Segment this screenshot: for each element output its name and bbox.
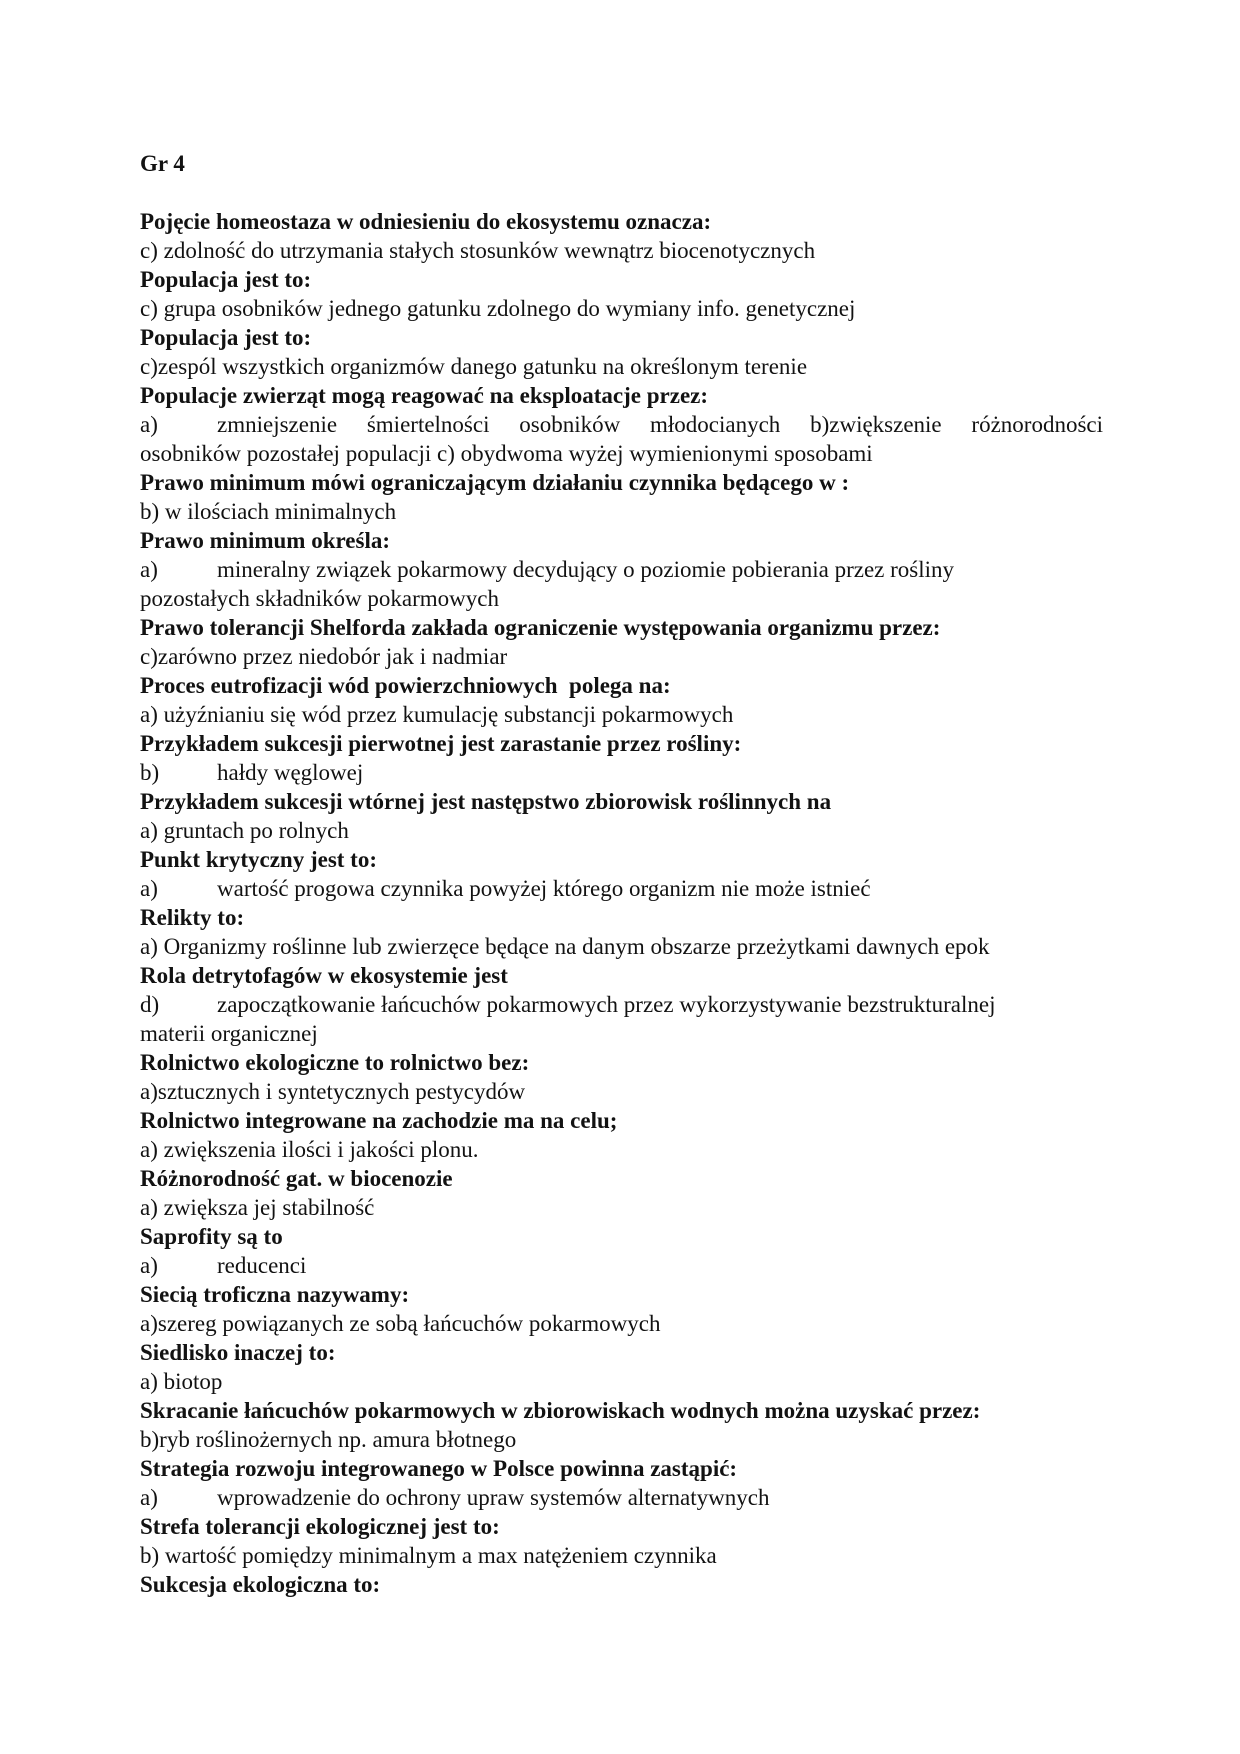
question-line: Prawo minimum określa: bbox=[140, 528, 391, 553]
answer-text: reducenci bbox=[217, 1253, 307, 1278]
answer-block bbox=[140, 758, 1103, 787]
answer-block bbox=[140, 352, 1103, 381]
question-block bbox=[140, 903, 1103, 932]
answer-letter: a) bbox=[140, 557, 158, 582]
question-line: Różnorodność gat. w biocenozie bbox=[140, 1166, 453, 1191]
answer-line bbox=[140, 990, 1103, 1019]
answer-line: a) biotop bbox=[140, 1369, 223, 1394]
question-list bbox=[140, 207, 1103, 1599]
answer-block bbox=[140, 497, 1103, 526]
answer-block bbox=[140, 642, 1103, 671]
question-block bbox=[140, 729, 1103, 758]
answer-block bbox=[140, 700, 1103, 729]
question-line: Saprofity są to bbox=[140, 1224, 283, 1249]
answer-line bbox=[140, 1251, 1103, 1280]
answer-block bbox=[140, 1541, 1103, 1570]
answer-letter: d) bbox=[140, 992, 160, 1017]
answer-line: a) Organizmy roślinne lub zwierzęce będące na danym obszarze przeżytkami dawnych epok bbox=[140, 934, 990, 959]
answer-block bbox=[140, 1309, 1103, 1338]
question-line: Pojęcie homeostaza w odniesieniu do ekosystemu oznacza: bbox=[140, 209, 712, 234]
answer-block bbox=[140, 874, 1103, 903]
answer-line: a)sztucznych i syntetycznych pestycydów bbox=[140, 1079, 526, 1104]
answer-text: zapoczątkowanie łańcuchów pokarmowych przez wykorzystywanie bezstrukturalnej bbox=[217, 992, 996, 1017]
answer-block bbox=[140, 555, 1103, 613]
question-block bbox=[140, 787, 1103, 816]
answer-line: pozostałych składników pokarmowych bbox=[140, 586, 499, 611]
question-block bbox=[140, 1280, 1103, 1309]
answer-letter: b) bbox=[140, 760, 160, 785]
answer-line: a) gruntach po rolnych bbox=[140, 818, 349, 843]
page-title: Gr 4 bbox=[140, 151, 185, 176]
question-block bbox=[140, 381, 1103, 410]
answer-block bbox=[140, 1367, 1103, 1396]
answer-block bbox=[140, 1077, 1103, 1106]
question-line: Proces eutrofizacji wód powierzchniowych polega na: bbox=[140, 673, 671, 698]
answer-line: a) zwiększa jej stabilność bbox=[140, 1195, 375, 1220]
question-block bbox=[140, 1570, 1103, 1599]
answer-block bbox=[140, 1483, 1103, 1512]
answer-block bbox=[140, 816, 1103, 845]
question-line: Rolnictwo ekologiczne to rolnictwo bez: bbox=[140, 1050, 530, 1075]
question-line: Przykładem sukcesji wtórnej jest następstwo zbiorowisk roślinnych na bbox=[140, 789, 832, 814]
answer-block bbox=[140, 990, 1103, 1048]
answer-text: wartość progowa czynnika powyżej którego organizm nie może istnieć bbox=[217, 876, 871, 901]
question-block bbox=[140, 526, 1103, 555]
question-line: Skracanie łańcuchów pokarmowych w zbiorowiskach wodnych można uzyskać przez: bbox=[140, 1398, 981, 1423]
answer-text: mineralny związek pokarmowy decydujący o poziomie pobierania przez rośliny bbox=[217, 557, 954, 582]
question-line: Prawo minimum mówi ograniczającym działaniu czynnika będącego w : bbox=[140, 470, 850, 495]
answer-line: b)ryb roślinożernych np. amura błotnego bbox=[140, 1427, 517, 1452]
question-block bbox=[140, 1396, 1103, 1425]
answer-block bbox=[140, 932, 1103, 961]
question-line: Strategia rozwoju integrowanego w Polsce powinna zastąpić: bbox=[140, 1456, 738, 1481]
question-block bbox=[140, 323, 1103, 352]
question-block bbox=[140, 961, 1103, 990]
question-line: Siedlisko inaczej to: bbox=[140, 1340, 336, 1365]
question-line: Rolnictwo integrowane na zachodzie ma na celu; bbox=[140, 1108, 618, 1133]
question-line: Siecią troficzna nazywamy: bbox=[140, 1282, 410, 1307]
question-line: Sukcesja ekologiczna to: bbox=[140, 1572, 381, 1597]
answer-block bbox=[140, 1135, 1103, 1164]
question-block bbox=[140, 1338, 1103, 1367]
answer-block bbox=[140, 1251, 1103, 1280]
answer-line: a) użyźnianiu się wód przez kumulację substancji pokarmowych bbox=[140, 702, 734, 727]
question-line: Populacja jest to: bbox=[140, 267, 312, 292]
answer-letter: a) bbox=[140, 1253, 158, 1278]
answer-text: hałdy węglowej bbox=[217, 760, 364, 785]
answer-block bbox=[140, 236, 1103, 265]
answer-line: c) zdolność do utrzymania stałych stosunków wewnątrz biocenotycznych bbox=[140, 238, 816, 263]
answer-text: wprowadzenie do ochrony upraw systemów alternatywnych bbox=[217, 1485, 770, 1510]
answer-line bbox=[140, 874, 1103, 903]
question-line: Populacje zwierząt mogą reagować na eksploatacje przez: bbox=[140, 383, 709, 408]
answer-line: c)zespól wszystkich organizmów danego gatunku na określonym terenie bbox=[140, 354, 808, 379]
document-content bbox=[140, 149, 1103, 1599]
answer-block bbox=[140, 1193, 1103, 1222]
question-block bbox=[140, 1164, 1103, 1193]
question-block bbox=[140, 671, 1103, 700]
answer-block bbox=[140, 410, 1103, 468]
answer-line: b) wartość pomiędzy minimalnym a max natężeniem czynnika bbox=[140, 1543, 717, 1568]
answer-line: a) zwiększenia ilości i jakości plonu. bbox=[140, 1137, 479, 1162]
question-line: Punkt krytyczny jest to: bbox=[140, 847, 377, 872]
answer-line: osobników pozostałej populacji c) obydwoma wyżej wymienionymi sposobami bbox=[140, 441, 873, 466]
question-line: Strefa tolerancji ekologicznej jest to: bbox=[140, 1514, 500, 1539]
answer-line: c) grupa osobników jednego gatunku zdolnego do wymiany info. genetycznej bbox=[140, 296, 856, 321]
question-line: Przykładem sukcesji pierwotnej jest zarastanie przez rośliny: bbox=[140, 731, 742, 756]
question-block bbox=[140, 468, 1103, 497]
answer-letter: a) bbox=[140, 876, 158, 901]
question-block bbox=[140, 1048, 1103, 1077]
question-block bbox=[140, 845, 1103, 874]
answer-line: materii organicznej bbox=[140, 1021, 318, 1046]
question-block bbox=[140, 613, 1103, 642]
question-block bbox=[140, 265, 1103, 294]
question-block bbox=[140, 1512, 1103, 1541]
answer-text: zmniejszenie śmiertelności osobników młodocianych b)zwiększenie różnorodności bbox=[217, 412, 1103, 437]
answer-line: a)szereg powiązanych ze sobą łańcuchów pokarmowych bbox=[140, 1311, 661, 1336]
answer-letter: a) bbox=[140, 1485, 158, 1510]
answer-line bbox=[140, 758, 1103, 787]
question-line: Populacja jest to: bbox=[140, 325, 312, 350]
answer-line bbox=[140, 1483, 1103, 1512]
answer-line bbox=[140, 555, 1103, 584]
question-block bbox=[140, 1106, 1103, 1135]
question-block bbox=[140, 207, 1103, 236]
question-line: Prawo tolerancji Shelforda zakłada ograniczenie występowania organizmu przez: bbox=[140, 615, 941, 640]
question-line: Rola detrytofagów w ekosystemie jest bbox=[140, 963, 508, 988]
answer-letter: a) bbox=[140, 412, 158, 437]
answer-block bbox=[140, 1425, 1103, 1454]
answer-block bbox=[140, 294, 1103, 323]
question-block bbox=[140, 1454, 1103, 1483]
question-block bbox=[140, 1222, 1103, 1251]
answer-line bbox=[140, 410, 1103, 439]
question-line: Relikty to: bbox=[140, 905, 245, 930]
answer-line: c)zarówno przez niedobór jak i nadmiar bbox=[140, 644, 508, 669]
answer-line: b) w ilościach minimalnych bbox=[140, 499, 397, 524]
